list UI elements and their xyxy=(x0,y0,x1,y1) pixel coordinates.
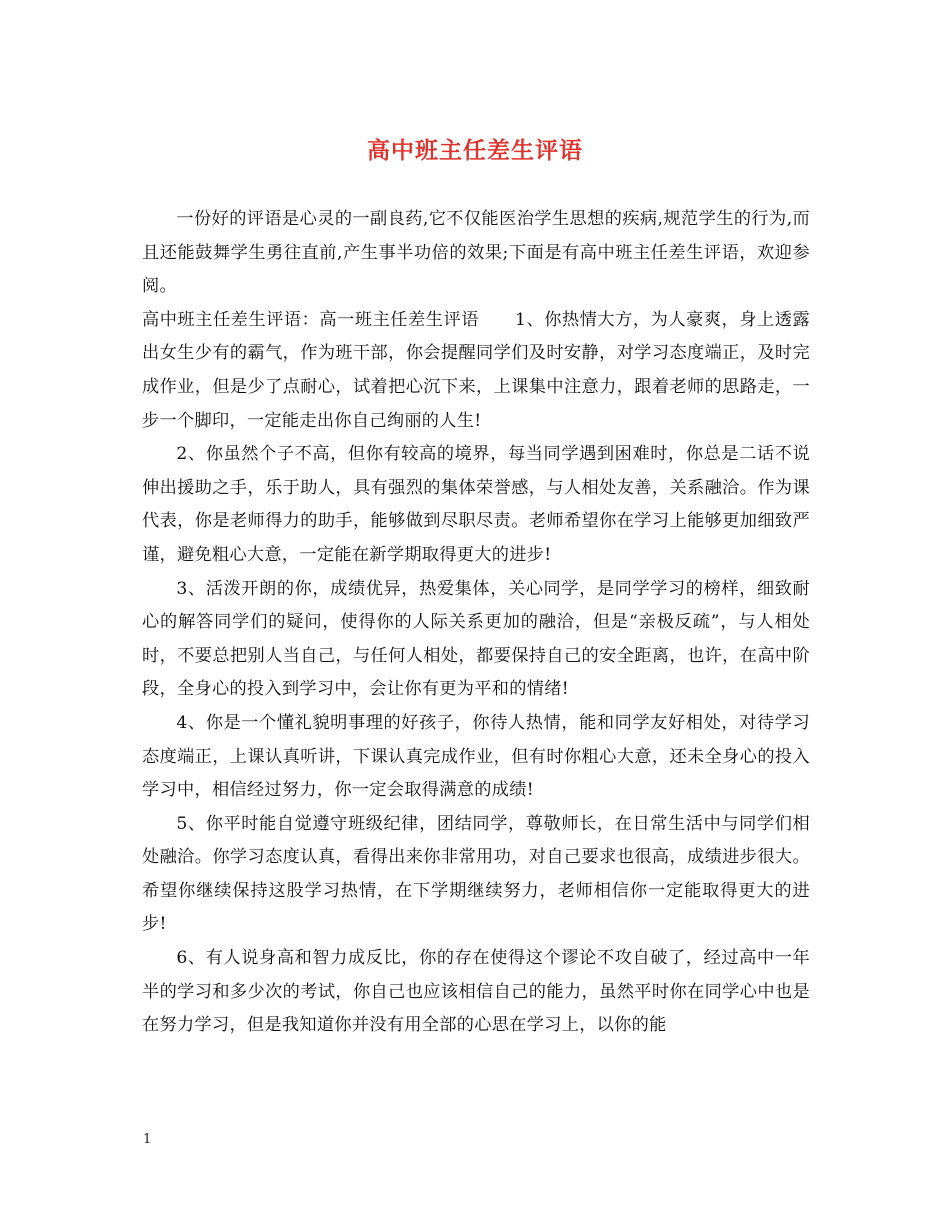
document-body xyxy=(142,203,810,1043)
comment-item-5: 5、你平时能自觉遵守班级纪律，团结同学，尊敬师长，在日常生活中与同学们相处融洽。你学习态度认真，看得出来你非常用功，对自己要求也很高，成绩进步很大。希望你继续保持这股学习热情，在下学期继续努力，老师相信你一定能取得更大的进步! xyxy=(142,813,810,935)
document-title: 高中班主任差生评语 xyxy=(367,137,583,164)
section-paragraph xyxy=(142,304,810,438)
comment-item-2: 2、你虽然个子不高，但你有较高的境界，每当同学遇到困难时，你总是二话不说伸出援助之手，乐于助人，具有强烈的集体荣誉感，与人相处友善，关系融洽。作为课代表，你是老师得力的助手，能够做到尽职尽责。老师希望你在学习上能够更加细致严谨，避免粗心大意，一定能在新学期取得更大的进步! xyxy=(142,444,810,565)
comment-item-1: 1、你热情大方，为人豪爽，身上透露出女生少有的霸气，作为班干部，你会提醒同学们及时安静，对学习态度端正，及时完成作业，但是少了点耐心，试着把心沉下来，上课集中注意力，跟着老师的思路走，一步一个脚印，一定能走出你自己绚丽的人生! xyxy=(142,309,810,431)
comment-item-6: 6、有人说身高和智力成反比，你的存在使得这个谬论不攻自破了，经过高中一年半的学习和多少次的考试，你自己也应该相信自己的能力，虽然平时你在同学心中也是在努力学习，但是我知道你并没有用全部的心思在学习上，以你的能 xyxy=(142,948,810,1036)
section-heading: 高中班主任差生评语：高一班主任差生评语 xyxy=(142,309,479,330)
comment-item-4: 4、你是一个懂礼貌明事理的好孩子，你待人热情，能和同学友好相处，对待学习态度端正，上课认真听讲，下课认真完成作业，但有时你粗心大意，还未全身心的投入学习中，相信经过努力，你一定会取得满意的成绩! xyxy=(142,712,810,801)
intro-paragraph: 一份好的评语是心灵的一副良药,它不仅能医治学生思想的疾病,规范学生的行为,而且还能鼓舞学生勇往直前,产生事半功倍的效果;下面是有高中班主任差生评语，欢迎参阅。 xyxy=(142,209,810,297)
comment-item-3: 3、活泼开朗的你，成绩优异，热爱集体，关心同学，是同学学习的榜样，细致耐心的解答同学们的疑问，使得你的人际关系更加的融洽，但是“亲极反疏”，与人相处时，不要总把别人当自己，与任何人相处，都要保持自己的安全距离，也许，在高中阶段，全身心的投入到学习中，会让你有更为平和的情绪! xyxy=(142,578,810,700)
page-number: 1 xyxy=(143,1132,152,1147)
